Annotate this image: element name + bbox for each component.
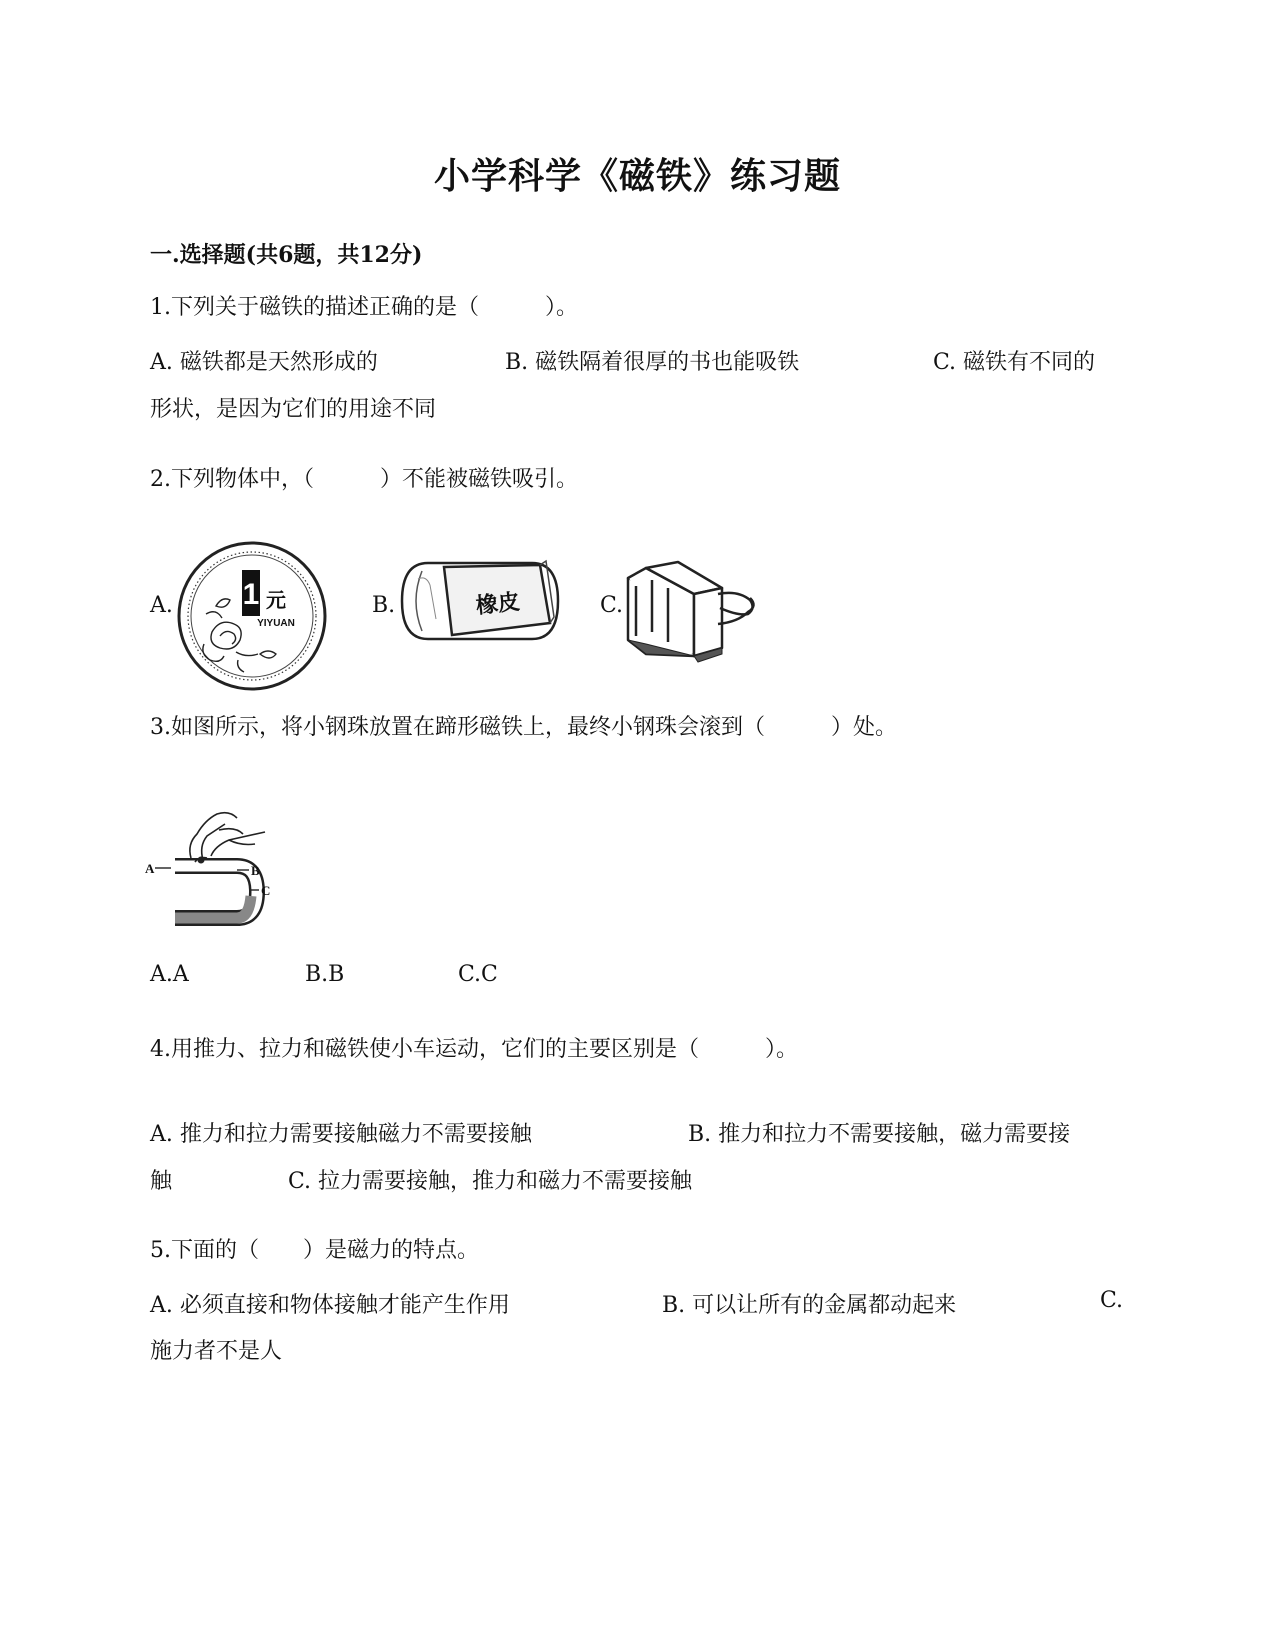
binder-clip-image [622,560,758,664]
question-2-stem: 2.下列物体中，（ ）不能被磁铁吸引。 [150,467,578,492]
question-4-option-b: B. 推力和拉力不需要接触，磁力需要接 [688,1122,1071,1147]
question-5-option-a: A. 必须直接和物体接触才能产生作用 [150,1293,510,1318]
figure-label-c: C [261,883,271,898]
question-3-option-c: C.C [458,962,498,987]
question-1-option-c-continued: 形状，是因为它们的用途不同 [150,397,437,422]
question-4-stem: 4.用推力、拉力和磁铁使小车运动，它们的主要区别是（ ）。 [150,1037,798,1062]
question-4-option-b-continued: 触 [150,1169,173,1194]
question-4-option-c: C. 拉力需要接触，推力和磁力不需要接触 [288,1169,693,1194]
question-1-stem: 1.下列关于磁铁的描述正确的是（ ）。 [150,295,578,320]
question-5-option-b: B. 可以让所有的金属都动起来 [662,1293,957,1318]
coin-latin-text: YIYUAN [257,618,295,629]
eraser-image [400,555,560,647]
question-5-stem: 5.下面的（ ）是磁力的特点。 [150,1238,479,1263]
question-5-option-c: C. [1100,1288,1124,1313]
coin-image [176,540,328,692]
question-3-stem: 3.如图所示，将小钢珠放置在蹄形磁铁上，最终小钢珠会滚到（ ）处。 [150,715,897,740]
question-1-option-a: A. 磁铁都是天然形成的 [150,350,378,375]
question-2-option-a-label: A. [150,593,173,618]
question-3-option-b: B.B [305,962,345,987]
question-2-option-c-label: C. [600,593,624,618]
question-5-option-c-continued: 施力者不是人 [150,1339,283,1364]
horseshoe-magnet-figure [145,800,285,950]
figure-label-a: A [145,861,155,876]
figure-label-b: B [251,863,260,878]
coin-number: 1 [242,578,260,611]
question-4-option-a: A. 推力和拉力需要接触磁力不需要接触 [150,1122,532,1147]
coin-character: 元 [266,588,286,612]
eraser-label: 橡皮 [474,589,522,620]
question-1-option-c: C. 磁铁有不同的 [933,350,1096,375]
question-1-option-b: B. 磁铁隔着很厚的书也能吸铁 [505,350,800,375]
page-title: 小学科学《磁铁》练习题 [433,155,841,197]
question-3-option-a: A.A [150,962,189,987]
section-heading: 一.选择题(共6题，共12分) [150,242,423,268]
question-2-option-b-label: B. [372,593,396,618]
